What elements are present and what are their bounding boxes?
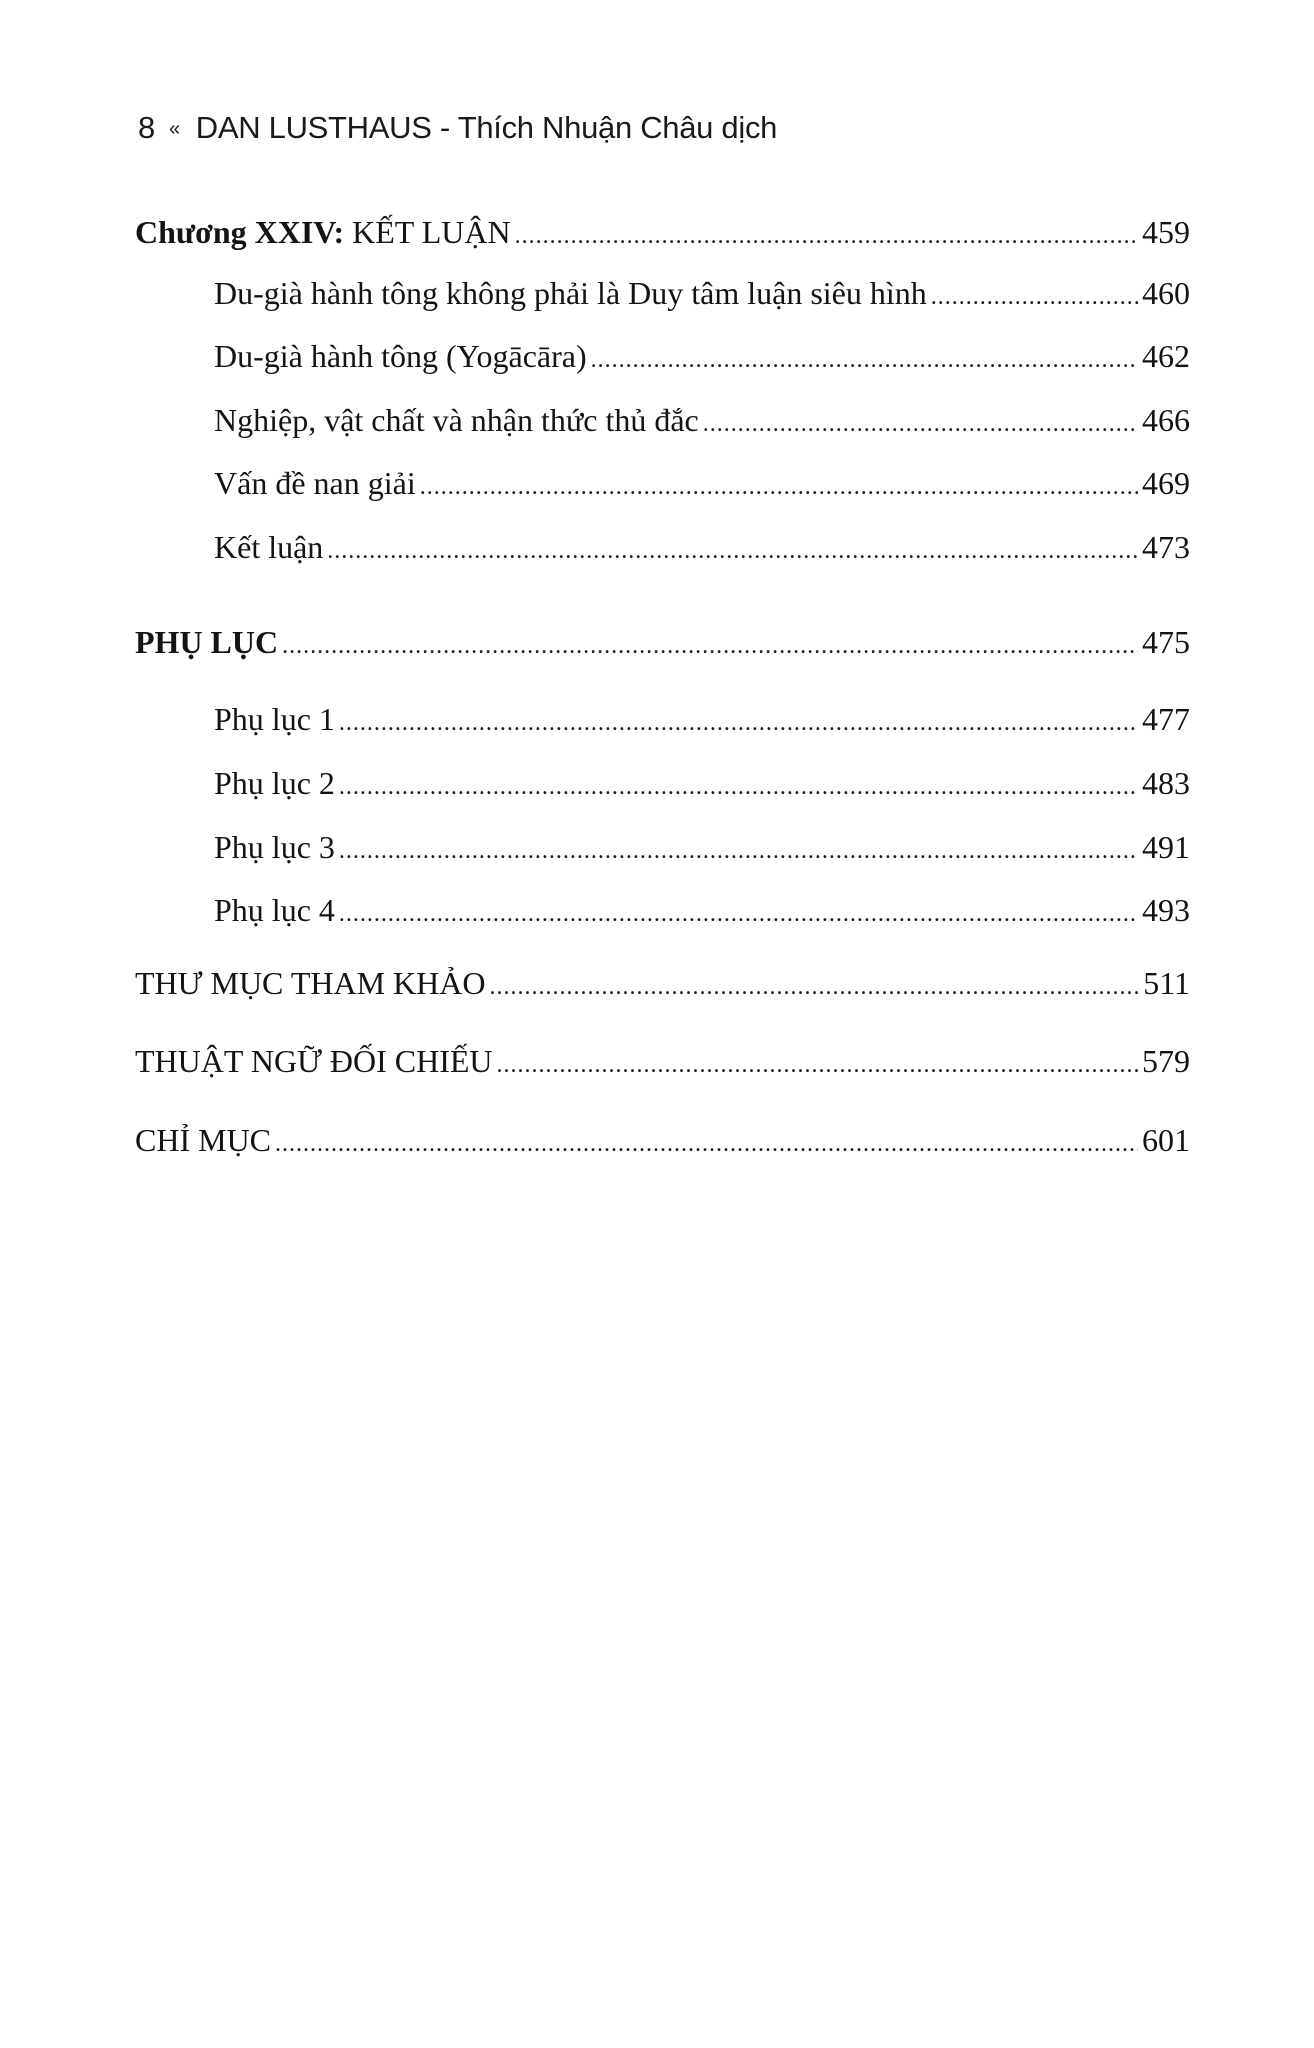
toc-entry-glossary (135, 1041, 1190, 1081)
toc-leader-dots (931, 277, 1138, 317)
toc-entry (214, 273, 1190, 313)
toc-leader-dots (339, 703, 1138, 743)
toc-leader-dots (339, 831, 1138, 871)
toc-entry (214, 890, 1190, 930)
toc-entry-page: 475 (1142, 624, 1190, 660)
toc-entry-title: Du-già hành tông không phải là Duy tâm luận siêu hình (214, 275, 927, 311)
toc-entry-page: 601 (1142, 1122, 1190, 1158)
toc-entry-title: Phụ lục 3 (214, 829, 335, 865)
toc-entry (214, 336, 1190, 376)
header-text: DAN LUSTHAUS - Thích Nhuận Châu dịch (195, 110, 778, 145)
toc-entry-page: 493 (1142, 892, 1190, 928)
toc-entry-title: Phụ lục 2 (214, 765, 335, 801)
toc-entry-page: 483 (1142, 765, 1190, 801)
toc-entry-appendix (135, 622, 1190, 662)
toc-entry-title: CHỈ MỤC (135, 1122, 272, 1158)
toc-entry-title: Du-già hành tông (Yogācāra) (214, 338, 587, 374)
toc-entry-title: Nghiệp, vật chất và nhận thức thủ đắc (214, 402, 699, 438)
toc-entry (214, 763, 1190, 803)
toc-entry (214, 699, 1190, 739)
toc-entry-title: Phụ lục 1 (214, 701, 335, 737)
toc-entry-bibliography (135, 963, 1190, 1003)
toc-leader-dots (515, 216, 1138, 256)
toc-entry-page: 477 (1142, 701, 1190, 737)
toc-entry-page: 460 (1142, 275, 1190, 311)
toc-entry (214, 527, 1190, 567)
toc-entry-page: 462 (1142, 338, 1190, 374)
toc-entry-page: 473 (1142, 529, 1190, 565)
toc-leader-dots (282, 626, 1138, 666)
toc-entry-title: Phụ lục 4 (214, 892, 335, 928)
toc-entry-title: THUẬT NGỮ ĐỐI CHIẾU (135, 1043, 493, 1079)
toc-entry-bold-prefix: Chương XXIV: (135, 214, 345, 250)
toc-leader-dots (489, 967, 1139, 1007)
toc-entry (214, 463, 1190, 503)
page-number: 8 (138, 110, 155, 145)
toc-entry-page: 579 (1142, 1043, 1190, 1079)
toc-leader-dots (497, 1045, 1138, 1085)
toc-leader-dots (591, 340, 1138, 380)
toc-leader-dots (339, 894, 1138, 934)
toc-entry-title: Kết luận (214, 529, 324, 565)
toc-entry (214, 827, 1190, 867)
toc-entry (214, 400, 1190, 440)
toc-leader-dots (327, 531, 1138, 571)
toc-leader-dots (703, 404, 1138, 444)
toc-entry-bold-prefix: PHỤ LỤC (135, 624, 279, 660)
toc-leader-dots (275, 1124, 1138, 1164)
toc-entry-title: Vấn đề nan giải (214, 465, 416, 501)
toc-entry-index (135, 1120, 1190, 1160)
toc-leader-dots (420, 467, 1138, 507)
toc-entry-title: KẾT LUẬN (344, 214, 511, 250)
running-header (138, 110, 777, 146)
toc-entry-page: 466 (1142, 402, 1190, 438)
toc-entry-page: 459 (1142, 214, 1190, 250)
toc-entry-page: 469 (1142, 465, 1190, 501)
toc-entry-title: THƯ MỤC THAM KHẢO (135, 965, 486, 1001)
toc-entry-chapter-24 (135, 212, 1190, 252)
toc-leader-dots (339, 767, 1138, 807)
toc-entry-page: 511 (1143, 965, 1190, 1001)
toc-entry-page: 491 (1142, 829, 1190, 865)
header-separator: « (168, 118, 180, 140)
